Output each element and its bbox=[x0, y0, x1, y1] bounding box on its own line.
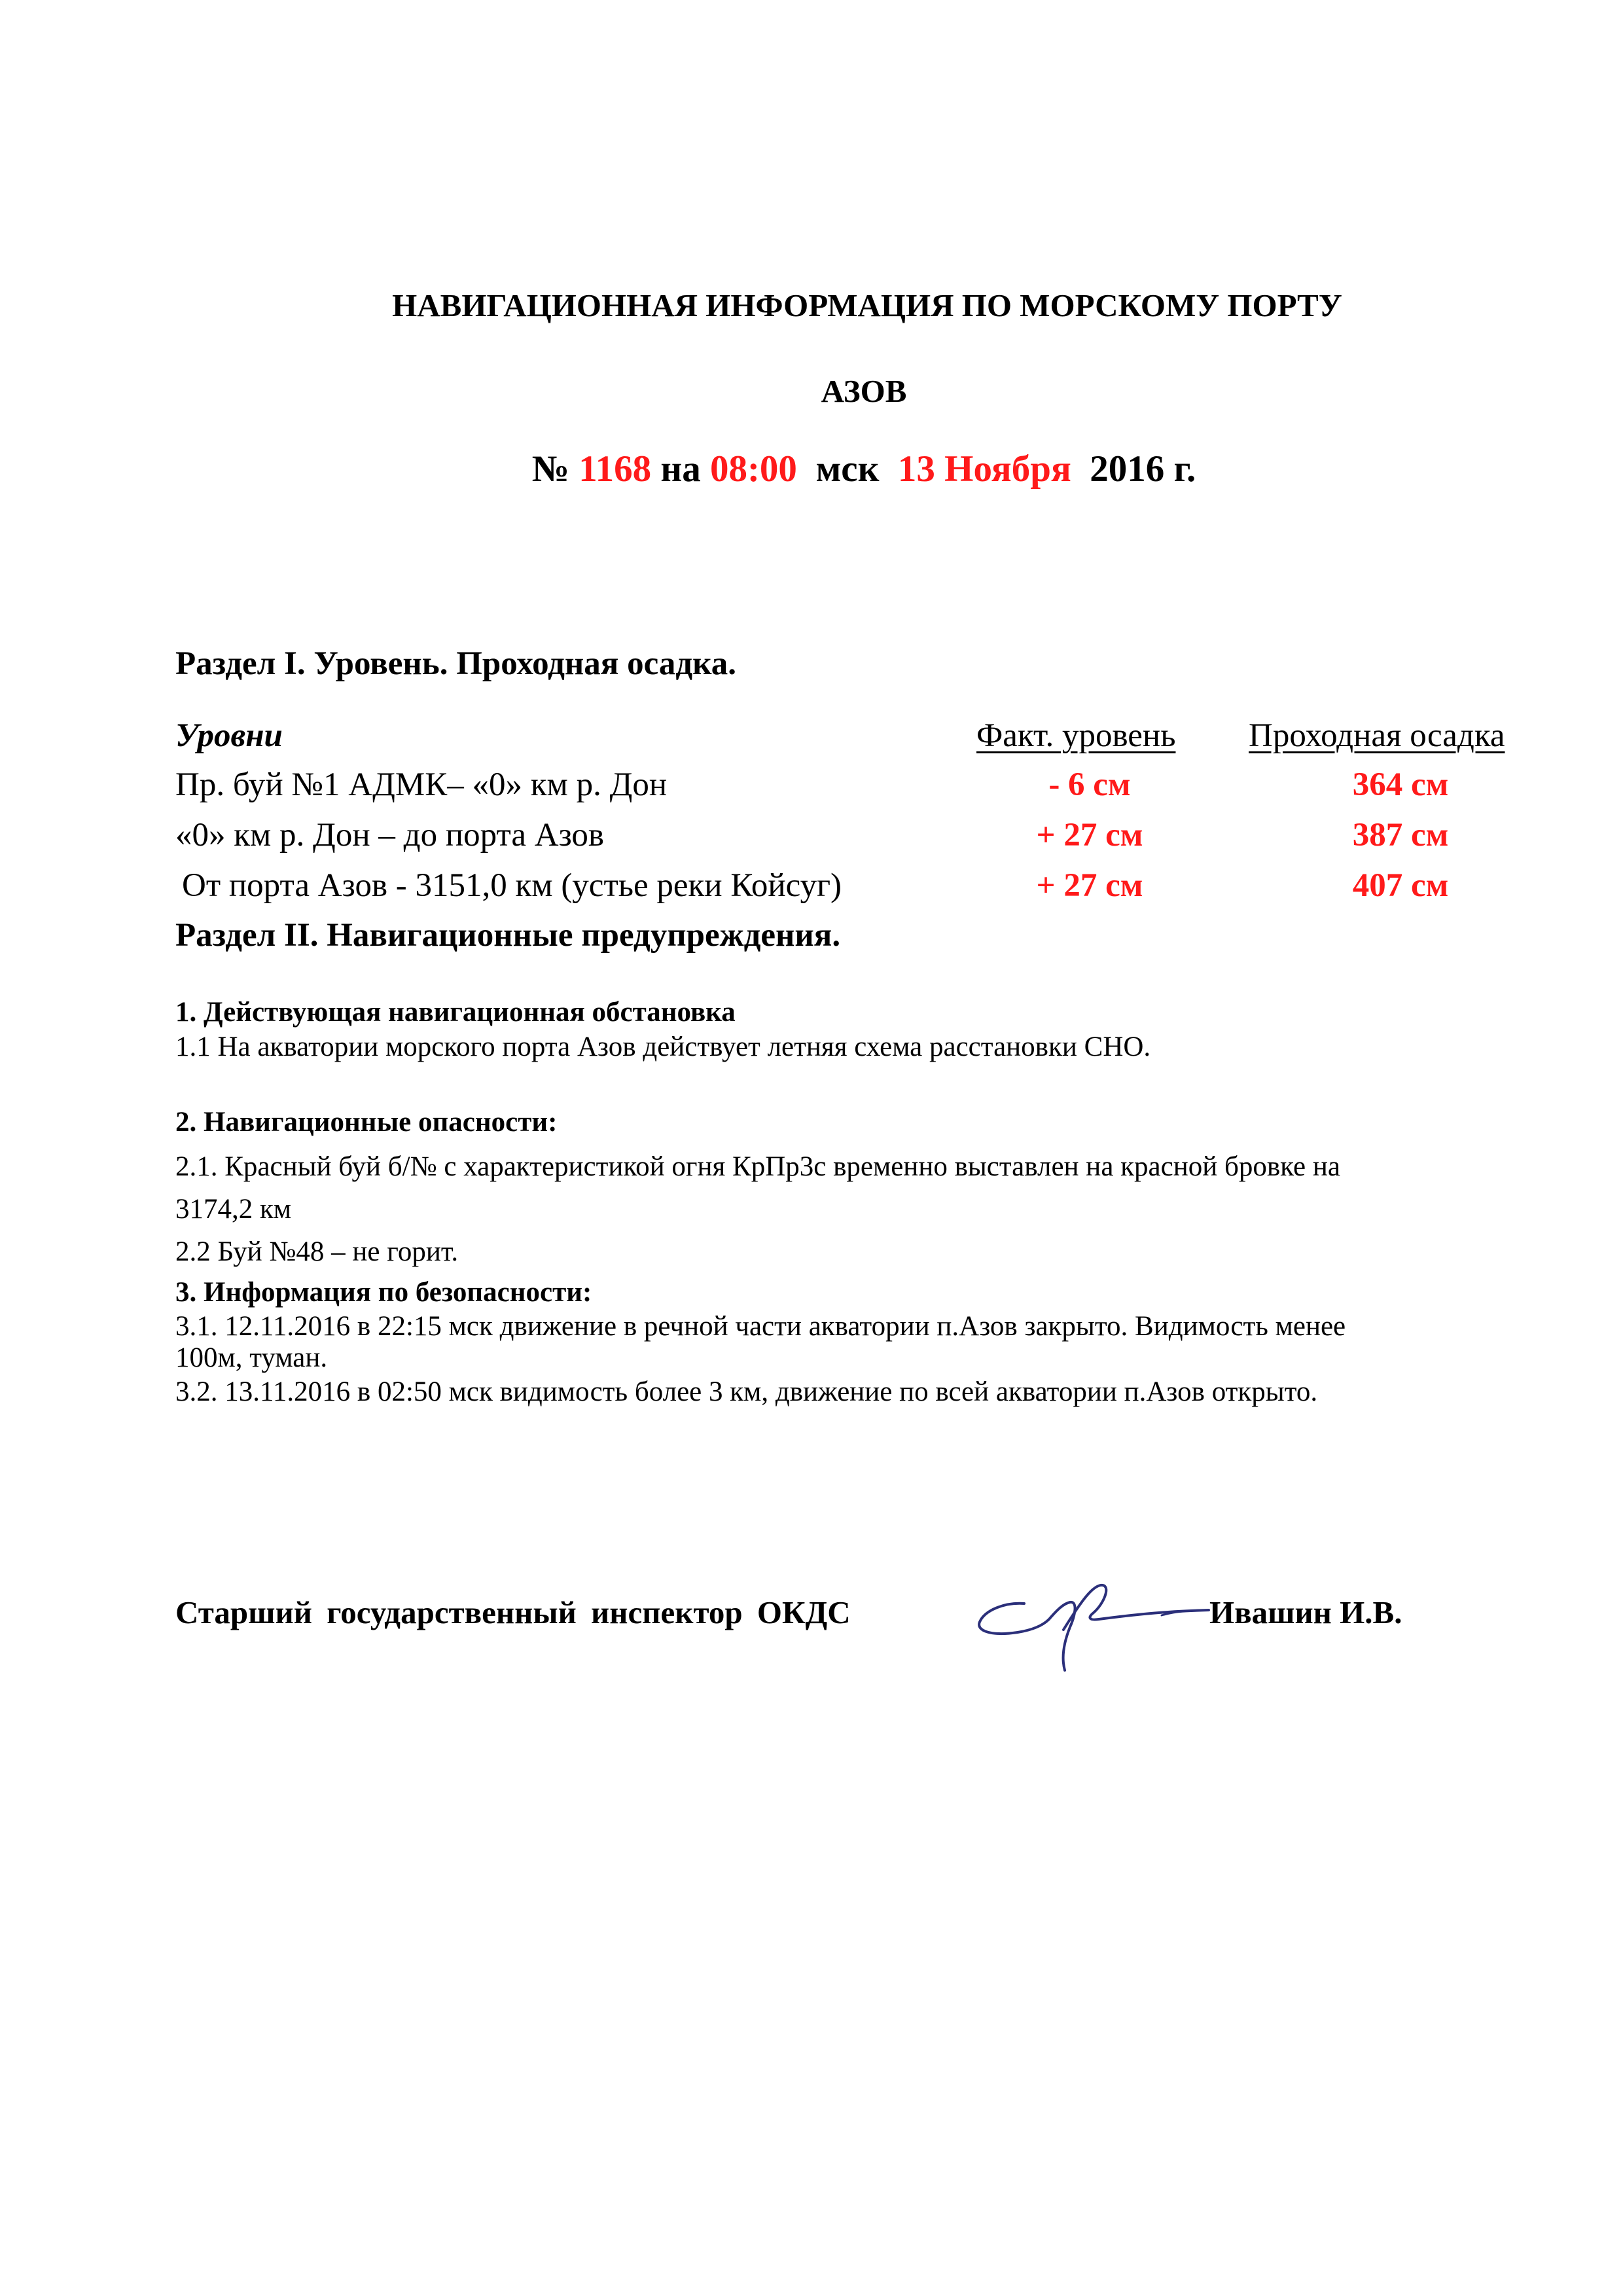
warning-item-1-1: 1.1 На акватории морского порта Азов действует летняя схема расстановки СНО. bbox=[175, 1031, 1151, 1062]
subsection1-heading: 1. Действующая навигационная обстановка bbox=[175, 997, 736, 1028]
level-row-draft: 387 см bbox=[1352, 817, 1449, 853]
warning-item-2-1: 2.1. Красный буй б/№ с характеристикой огня КрПр3с временно выставлен на красной бровке на bbox=[175, 1151, 1340, 1182]
bulletin-number: 1168 bbox=[579, 448, 652, 490]
level-row-fact: + 27 см bbox=[1036, 817, 1143, 853]
level-row-label: От порта Азов - 3151,0 км (устье реки Койсуг) bbox=[182, 867, 842, 904]
document-title: НАВИГАЦИОННАЯ ИНФОРМАЦИЯ ПО МОРСКОМУ ПОРТУ bbox=[392, 287, 1342, 323]
column-header-draft: Проходная осадка bbox=[1249, 717, 1505, 754]
warning-item-3-2: 3.2. 13.11.2016 в 02:50 мск видимость более 3 км, движение по всей акватории п.Азов открыто. bbox=[175, 1376, 1318, 1407]
warning-item-2-1-continued: 3174,2 км bbox=[175, 1194, 292, 1225]
warning-item-3-1: 3.1. 12.11.2016 в 22:15 мск движение в речной части акватории п.Азов закрыто. Видимость менее bbox=[175, 1311, 1346, 1342]
signer-name: Ивашин И.В. bbox=[1209, 1594, 1402, 1630]
bulletin-year: 2016 г. bbox=[1071, 448, 1196, 490]
warning-item-3-1-continued: 100м, туман. bbox=[175, 1342, 328, 1373]
level-row-label: Пр. буй №1 АДМК– «0» км р. Дон bbox=[175, 766, 668, 803]
levels-heading: Уровни bbox=[175, 717, 283, 754]
level-row-fact: - 6 см bbox=[1048, 766, 1131, 803]
subsection3-heading: 3. Информация по безопасности: bbox=[175, 1277, 592, 1308]
warning-item-2-2: 2.2 Буй №48 – не горит. bbox=[175, 1236, 459, 1267]
section1-heading: Раздел I. Уровень. Проходная осадка. bbox=[175, 645, 737, 682]
port-name: АЗОВ bbox=[821, 373, 907, 409]
subsection2-heading: 2. Навигационные опасности: bbox=[175, 1107, 558, 1138]
number-prefix: № bbox=[531, 448, 579, 490]
section2-heading: Раздел II. Навигационные предупреждения. bbox=[175, 917, 841, 954]
level-row-fact: + 27 см bbox=[1036, 867, 1143, 904]
bulletin-number-line bbox=[0, 448, 1623, 490]
signer-position: Старший государственный инспектор ОКДС bbox=[175, 1594, 851, 1630]
column-header-fact-level: Факт. уровень bbox=[976, 717, 1176, 754]
handwritten-signature bbox=[965, 1564, 1227, 1676]
level-row-draft: 407 см bbox=[1352, 867, 1449, 904]
bulletin-time: 08:00 bbox=[709, 448, 797, 490]
bulletin-date: 13 Ноября bbox=[897, 448, 1071, 490]
level-row-draft: 364 см bbox=[1352, 766, 1449, 803]
msk-label: мск bbox=[796, 448, 898, 490]
on-word: на bbox=[651, 448, 710, 490]
level-row-label: «0» км р. Дон – до порта Азов bbox=[175, 817, 605, 853]
